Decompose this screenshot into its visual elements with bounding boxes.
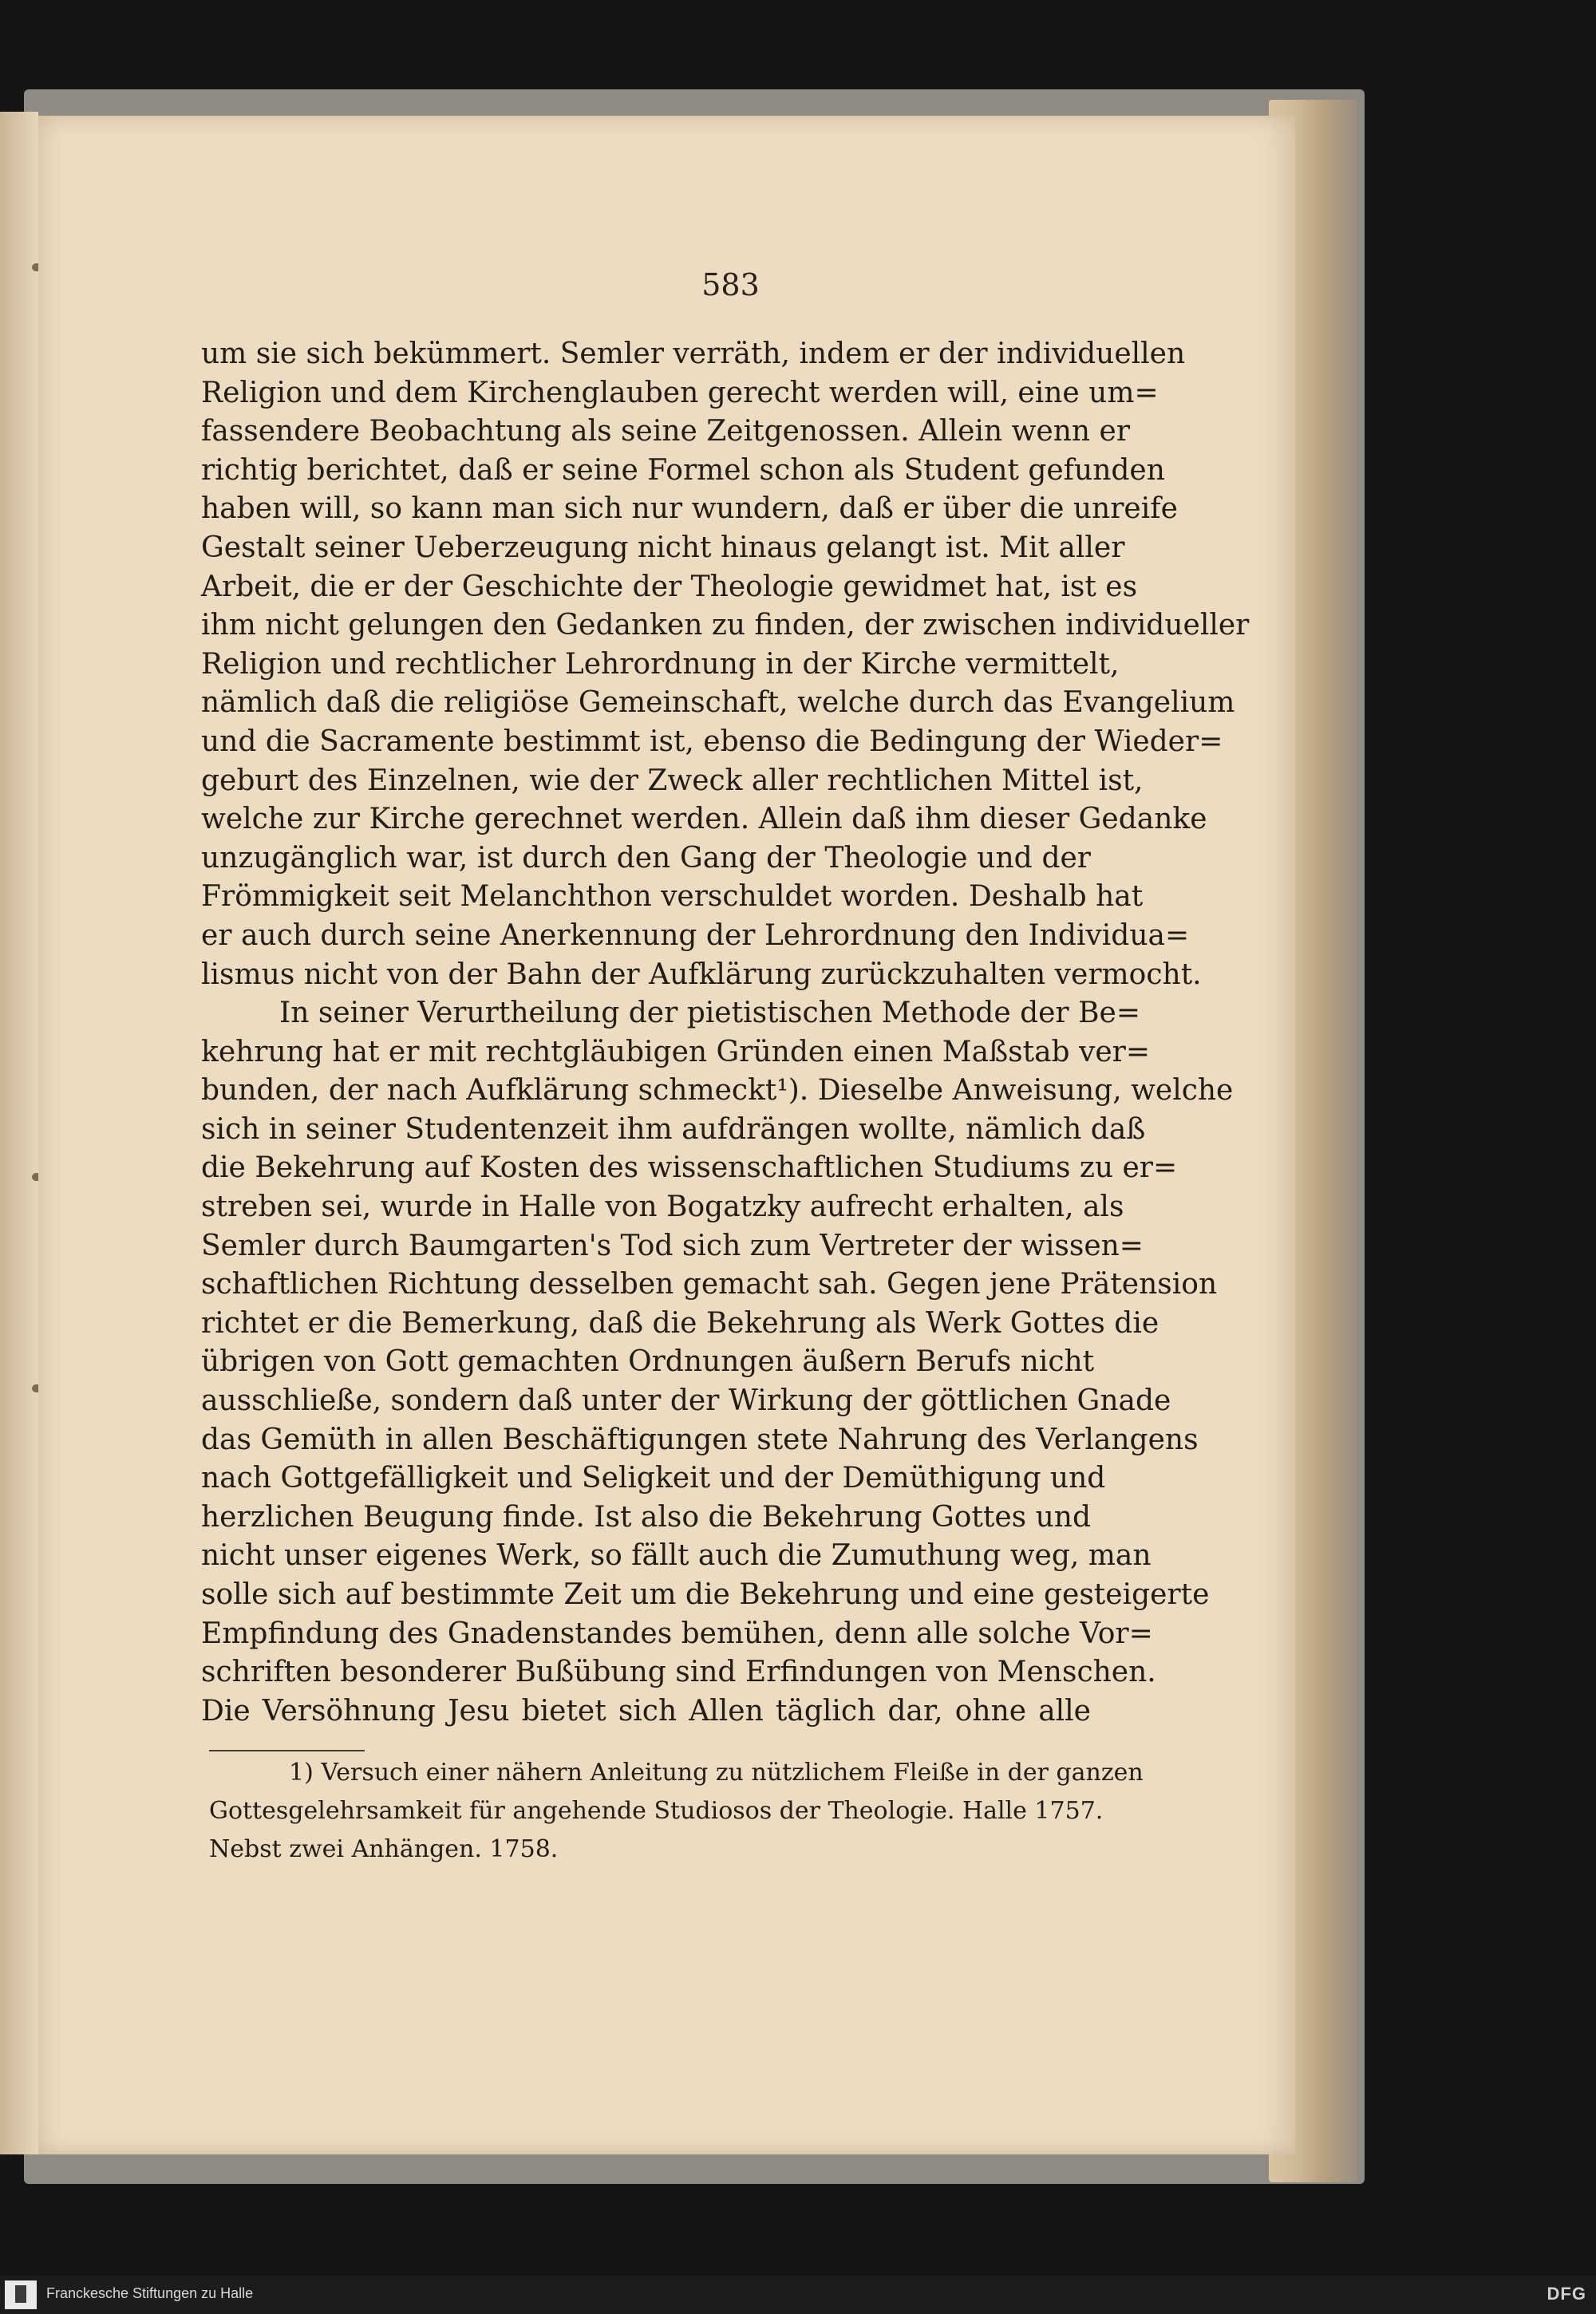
viewer-footer [0, 2276, 1596, 2314]
text-line: Empfindung des Gnadenstandes bemühen, denn alle solche Vor= [201, 1617, 1153, 1650]
page-number: 583 [701, 267, 760, 302]
footnote [209, 1749, 1144, 1869]
text-line: fassendere Beobachtung als seine Zeitgenossen. Allein wenn er [201, 415, 1131, 448]
text-line: bunden, der nach Aufklärung schmeckt¹). Dieselbe Anweisung, welche [201, 1074, 1234, 1108]
text-line: Religion und dem Kirchenglauben gerecht werden will, eine um= [201, 376, 1159, 409]
text-line: In seiner Verurtheilung der pietistischen Methode der Be= [279, 997, 1140, 1030]
text-line: solle sich auf bestimmte Zeit um die Bekehrung und eine gesteigerte [201, 1578, 1210, 1611]
text-line: übrigen von Gott gemachten Ordnungen äußern Berufs nicht [201, 1345, 1095, 1379]
text-line: Die Versöhnung Jesu bietet sich Allen täglich dar, ohne alle [201, 1694, 1091, 1728]
text-line: sich in seiner Studentenzeit ihm aufdrängen wollte, nämlich daß [201, 1112, 1146, 1146]
text-line: lismus nicht von der Bahn der Aufklärung zurückzuhalten vermocht. [201, 958, 1202, 991]
text-line: Semler durch Baumgarten's Tod sich zum Vertreter der wissen= [201, 1229, 1144, 1262]
text-line: Arbeit, die er der Geschichte der Theologie gewidmet hat, ist es [201, 570, 1138, 603]
text-line: ausschließe, sondern daß unter der Wirkung der göttlichen Gnade [201, 1384, 1171, 1418]
body-text [201, 335, 1250, 1731]
text-line: ihm nicht gelungen den Gedanken zu finden, der zwischen individueller [201, 609, 1250, 642]
footnote-line: 1) Versuch einer nähern Anleitung zu nützlichem Fleiße in der ganzen [289, 1759, 1144, 1787]
text-line: das Gemüth in allen Beschäftigungen stete Nahrung des Verlangens [201, 1423, 1199, 1456]
dfg-logo: DFG [1547, 2284, 1586, 2304]
text-line: die Bekehrung auf Kosten des wissenschaftlichen Studiums zu er= [201, 1151, 1178, 1185]
text-line: nämlich daß die religiöse Gemeinschaft, welche durch das Evangelium [201, 686, 1235, 720]
text-line: Frömmigkeit seit Melanchthon verschuldet worden. Deshalb hat [201, 880, 1144, 914]
text-line: und die Sacramente bestimmt ist, ebenso die Bedingung der Wieder= [201, 725, 1223, 758]
text-line: nicht unser eigenes Werk, so fällt auch die Zumuthung weg, man [201, 1539, 1152, 1573]
text-line: herzlichen Beugung finde. Ist also die Bekehrung Gottes und [201, 1500, 1091, 1534]
text-line: geburt des Einzelnen, wie der Zweck aller rechtlichen Mittel ist, [201, 764, 1144, 797]
text-line: schriften besonderer Bußübung sind Erfindungen von Menschen. [201, 1656, 1156, 1689]
text-line: kehrung hat er mit rechtgläubigen Gründen einen Maßstab ver= [201, 1035, 1151, 1068]
text-line: haben will, so kann man sich nur wundern, daß er über die unreife [201, 492, 1178, 526]
text-line: unzugänglich war, ist durch den Gang der Theologie und der [201, 841, 1091, 875]
footnote-line: Nebst zwei Anhängen. 1758. [209, 1835, 559, 1863]
text-line: Gestalt seiner Ueberzeugung nicht hinaus gelangt ist. Mit aller [201, 531, 1125, 564]
text-line: welche zur Kirche gerechnet werden. Allein daß ihm dieser Gedanke [201, 803, 1207, 836]
text-line: richtet er die Bemerkung, daß die Bekehrung als Werk Gottes die [201, 1306, 1159, 1340]
text-line: nach Gottgefälligkeit und Seligkeit und der Demüthigung und [201, 1462, 1106, 1495]
facing-page-edge [0, 112, 38, 2154]
text-line: er auch durch seine Anerkennung der Lehrordnung den Individua= [201, 918, 1190, 952]
text-line: streben sei, wurde in Halle von Bogatzky aufrecht erhalten, als [201, 1191, 1124, 1224]
footnote-line: Gottesgelehrsamkeit für angehende Studiosos der Theologie. Halle 1757. [209, 1797, 1104, 1825]
text-line: um sie sich bekümmert. Semler verräth, indem er der individuellen [201, 338, 1186, 370]
institution-name: Franckesche Stiftungen zu Halle [46, 2285, 254, 2301]
text-line: richtig berichtet, daß er seine Formel schon als Student gefunden [201, 453, 1165, 487]
text-line: schaftlichen Richtung desselben gemacht sah. Gegen jene Prätension [201, 1268, 1218, 1301]
text-line: Religion und rechtlicher Lehrordnung in der Kirche vermittelt, [201, 647, 1120, 681]
institution-logo-icon [5, 2280, 37, 2309]
